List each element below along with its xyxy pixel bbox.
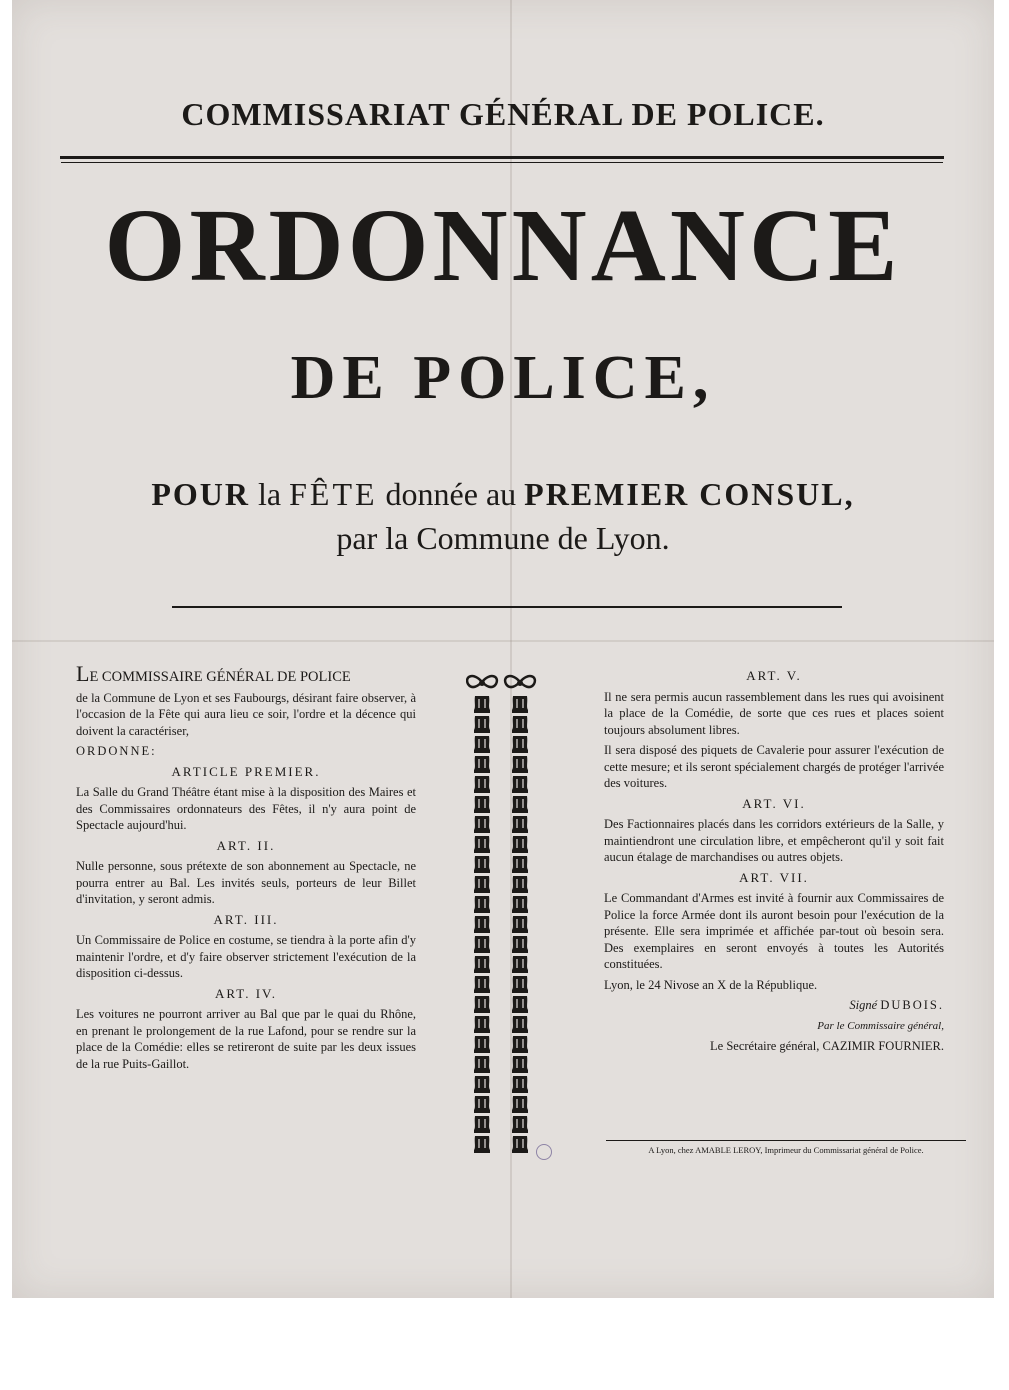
article-3-text: Un Commissaire de Police en costume, se tiendra à la porte afin d'y maintenir l'ordre, et d'y faire observer strictement l'exécution de la disposition ci-dessus.	[76, 933, 416, 980]
article-6-text: Des Factionnaires placés dans les corridors extérieurs de la Salle, y maintiendront une circulation libre, et empêcheront qu'il y soit fait aucun étalage de marchandises ou autres objets.	[604, 817, 944, 864]
article-3-heading: ART. III.	[213, 911, 279, 927]
section-rule	[172, 606, 842, 608]
printer-imprint: A Lyon, chez AMABLE LEROY, Imprimeur du Commissariat général de Police.	[648, 1145, 924, 1155]
horizontal-fold-line	[12, 640, 994, 642]
printer-rule	[606, 1140, 966, 1141]
article-1-heading: ARTICLE PREMIER.	[171, 763, 321, 779]
purpose-line-1	[12, 472, 994, 516]
left-column	[76, 661, 416, 1076]
signe-label: Signé	[849, 998, 878, 1012]
date-line: Lyon, le 24 Nivose an X de la République.	[604, 977, 818, 992]
intro-heading-text: E COMMISSAIRE GÉNÉRAL DE POLICE	[89, 669, 351, 685]
ordonne-label: ORDONNE:	[76, 744, 157, 758]
subtitle-de-police: DE POLICE,	[290, 344, 716, 412]
right-column	[604, 668, 944, 1059]
intro-heading	[76, 661, 416, 686]
purpose-line-2: par la Commune de Lyon.	[336, 520, 670, 556]
signe-name: DUBOIS.	[880, 998, 944, 1012]
purpose-fete: FÊTE	[289, 476, 378, 512]
article-1-text: La Salle du Grand Théâtre étant mise à la disposition des Maires et des Commissaires ordonnateurs des Fêtes, il n'y aura point de Spectacle aujourd'hui.	[76, 785, 416, 832]
purpose-premier-consul: PREMIER CONSUL,	[524, 476, 855, 512]
secretaire-line: Le Secrétaire général, CAZIMIR FOURNIER.	[710, 1039, 944, 1053]
drop-letter: L	[76, 661, 90, 686]
library-stamp-icon	[536, 1144, 552, 1160]
header-rule	[60, 156, 944, 159]
purpose-donnee-au: donnée au	[385, 476, 517, 512]
signature-line	[604, 997, 944, 1014]
article-7-text: Le Commandant d'Armes est invité à fournir aux Commissaires de Police la force Armée dont ils auront besoin pour l'exécution de la présente. Elle sera imprimée et affichée par-tout où besoin sera. Des exemplaires en seront envoyés à toutes les Autorités constituées.	[604, 891, 944, 971]
par-commissaire: Par le Commissaire général,	[817, 1019, 944, 1032]
purpose-pour: POUR	[151, 476, 251, 512]
title-ordonnance: ORDONNANCE	[104, 188, 902, 303]
article-2-text: Nulle personne, sous prétexte de son abonnement au Spectacle, ne pourra entrer au Bal. Les invités seuls, porteurs de leur Billet d'invitation, y seront admis.	[76, 859, 416, 906]
header-commissariat: COMMISSARIAT GÉNÉRAL DE POLICE.	[181, 96, 825, 132]
article-7-heading: ART. VII.	[739, 869, 809, 885]
ornamental-garland-icon	[466, 670, 546, 1170]
article-4-heading: ART. IV.	[214, 985, 278, 1001]
intro-text: de la Commune de Lyon et ses Faubourgs, désirant faire observer, à l'occasion de la Fête qui aura lieu ce soir, l'ordre et la décence qui doivent la caractériser,	[76, 690, 416, 738]
purpose-la: la	[258, 476, 282, 512]
article-2-heading: ART. II.	[216, 837, 276, 853]
article-5-text-a: Il ne sera permis aucun rassemblement dans les rues qui avoisinent la place de la Comédie, de sorte que ces rues et places soient toujours absolument libres.	[604, 689, 944, 737]
poster-sheet	[12, 0, 994, 1298]
article-5-text-b: Il sera disposé des piquets de Cavalerie pour assurer l'exécution de cette mesure; et ils seront spécialement chargés de protéger l'arrivée des voitures.	[604, 743, 944, 790]
article-4-text: Les voitures ne pourront arriver au Bal que par le quai du Rhône, en prenant le prolongement de la rue Lafond, pour se rendre sur la place de la Comédie: elles se retireront de suite par les deux issues de la rue Puits-Gaillot.	[76, 1007, 416, 1071]
article-6-heading: ART. VI.	[742, 795, 806, 811]
article-5-heading: ART. V.	[746, 668, 802, 683]
purpose-statement	[12, 472, 994, 560]
